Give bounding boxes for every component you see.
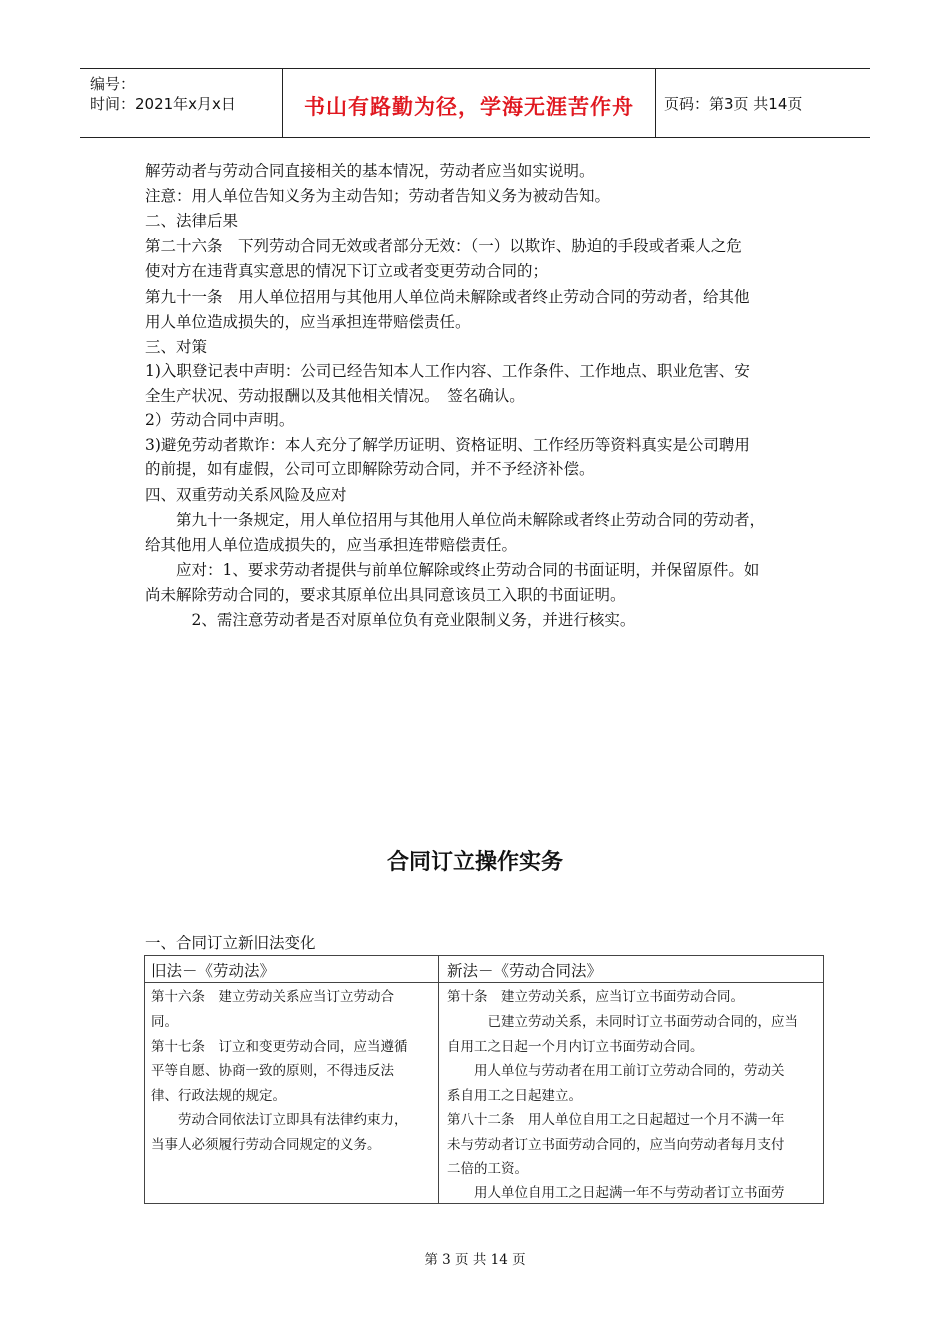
new-law-line: 第十条 建立劳动关系，应当订立书面劳动合同。: [447, 989, 744, 1005]
header-page-info: 页码：第3页 共14页: [664, 95, 803, 113]
table-header-new-law: 新法－《劳动合同法》: [447, 962, 603, 980]
body-line: 的前提，如有虚假，公司可立即解除劳动合同，并不予经济补偿。: [145, 460, 595, 478]
header-left-cell: [80, 69, 283, 137]
old-law-line: 第十六条 建立劳动关系应当订立劳动合: [151, 989, 394, 1005]
body-line: 尚未解除劳动合同的，要求其原单位出具同意该员工入职的书面证明。: [145, 586, 626, 604]
table-header-old-law: 旧法－《劳动法》: [151, 962, 276, 980]
section-heading: 四、双重劳动关系风险及应对: [145, 486, 347, 504]
old-law-line: 劳动合同依法订立即具有法律约束力，: [151, 1112, 408, 1128]
new-law-line: 二倍的工资。: [447, 1161, 528, 1177]
old-law-line: 同。: [151, 1014, 178, 1030]
body-line: 1)入职登记表中声明：公司已经告知本人工作内容、工作条件、工作地点、职业危害、安: [145, 362, 750, 380]
body-line: 第二十六条 下列劳动合同无效或者部分无效：（一）以欺诈、胁迫的手段或者乘人之危: [145, 237, 742, 255]
new-law-line: 未与劳动者订立书面劳动合同的，应当向劳动者每月支付: [447, 1137, 785, 1153]
section-title: 合同订立操作实务: [386, 850, 563, 875]
section-subtitle: 一、合同订立新旧法变化: [145, 934, 316, 952]
new-law-line: 第八十二条 用人单位自用工之日起超过一个月不满一年: [447, 1112, 785, 1128]
section-heading: 三、对策: [145, 338, 208, 356]
old-law-line: 平等自愿、协商一致的原则，不得违反法: [151, 1063, 394, 1079]
page-header: [80, 68, 870, 138]
old-law-line: 第十七条 订立和变更劳动合同，应当遵循: [151, 1039, 408, 1055]
date-label: 时间：2021年x月x日: [90, 95, 236, 113]
table-header-divider: [145, 982, 823, 983]
body-line: 用人单位造成损失的，应当承担连带赔偿责任。: [145, 313, 471, 331]
body-line: 第九十一条规定，用人单位招用与其他用人单位尚未解除或者终止劳动合同的劳动者，: [145, 511, 766, 529]
header-motto-cell: [283, 69, 656, 137]
new-law-line: 用人单位自用工之日起满一年不与劳动者订立书面劳: [447, 1185, 785, 1201]
page-footer: 第 3 页 共 14 页: [424, 1252, 526, 1268]
new-law-line: 自用工之日起一个月内订立书面劳动合同。: [447, 1039, 704, 1055]
body-line: 全生产状况、劳动报酬以及其他相关情况。 签名确认。: [145, 387, 525, 405]
body-line: 2、需注意劳动者是否对原单位负有竞业限制义务，并进行核实。: [145, 611, 636, 629]
body-line: 应对：1、要求劳动者提供与前单位解除或终止劳动合同的书面证明，并保留原件。如: [145, 561, 760, 579]
body-line: 注意：用人单位告知义务为主动告知；劳动者告知义务为被动告知。: [145, 187, 611, 205]
new-law-line: 系自用工之日起建立。: [447, 1088, 582, 1104]
header-right-cell: [656, 69, 870, 137]
body-line: 给其他用人单位造成损失的，应当承担连带赔偿责任。: [145, 536, 518, 554]
new-law-line: 已建立劳动关系，未同时订立书面劳动合同的，应当: [447, 1014, 798, 1030]
old-law-line: 律、行政法规的规定。: [151, 1088, 286, 1104]
old-law-line: 当事人必须履行劳动合同规定的义务。: [151, 1137, 381, 1153]
header-motto: 书山有路勤为径，学海无涯苦作舟: [304, 95, 634, 119]
body-line: 3)避免劳动者欺诈：本人充分了解学历证明、资格证明、工作经历等资料真实是公司聘用: [145, 436, 750, 454]
table-column-divider: [438, 956, 439, 1203]
number-label: 编号：: [90, 75, 136, 93]
body-line: 使对方在违背真实意思的情况下订立或者变更劳动合同的；: [145, 262, 549, 280]
body-line: 第九十一条 用人单位招用与其他用人单位尚未解除或者终止劳动合同的劳动者，给其他: [145, 288, 750, 306]
new-law-line: 用人单位与劳动者在用工前订立劳动合同的，劳动关: [447, 1063, 785, 1079]
body-line: 解劳动者与劳动合同直接相关的基本情况，劳动者应当如实说明。: [145, 162, 595, 180]
law-comparison-table: [144, 955, 824, 1204]
section-heading: 二、法律后果: [145, 212, 239, 230]
body-line: 2）劳动合同中声明。: [145, 411, 295, 429]
